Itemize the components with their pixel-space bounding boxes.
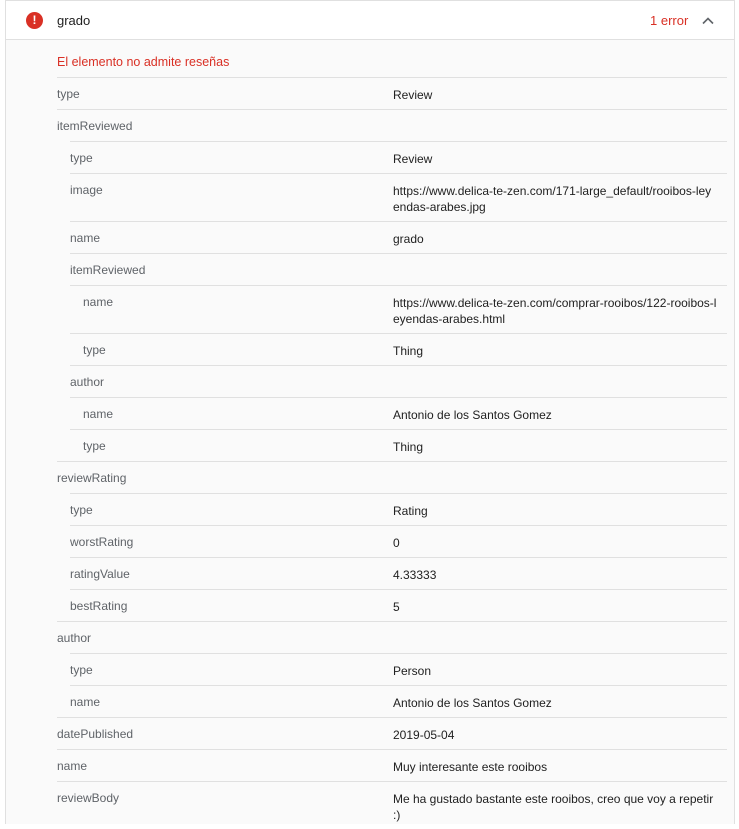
property-key: name: [83, 407, 114, 421]
property-row: [70, 397, 727, 429]
property-row: [70, 253, 727, 285]
property-row: [70, 557, 727, 589]
property-key: image: [70, 183, 103, 197]
property-key: bestRating: [70, 599, 128, 613]
property-table: [57, 77, 727, 829]
property-key: name: [70, 231, 101, 245]
property-row: [70, 589, 727, 621]
property-key: type: [70, 503, 93, 517]
property-value: 0: [393, 536, 400, 550]
property-key: type: [57, 87, 80, 101]
item-header[interactable]: [6, 0, 734, 40]
property-value: Thing: [393, 344, 424, 358]
property-row: [70, 685, 727, 717]
property-value: Antonio de los Santos Gomez: [393, 696, 552, 710]
property-value: https://www.delica-te-zen.com/comprar-rooibos/122-rooibos-leyendas-arabes.html: [393, 296, 717, 326]
property-key: type: [70, 151, 93, 165]
property-key: type: [70, 663, 93, 677]
property-value: Review: [393, 88, 433, 102]
property-row: [70, 653, 727, 685]
property-value: 4.33333: [393, 568, 437, 582]
property-value: Review: [393, 152, 433, 166]
property-key: type: [83, 439, 106, 453]
property-key: ratingValue: [70, 567, 130, 581]
property-row: [70, 429, 727, 461]
error-message: El elemento no admite reseñas: [57, 55, 230, 69]
property-value: 5: [393, 600, 400, 614]
property-row: [57, 781, 727, 829]
property-value: Antonio de los Santos Gomez: [393, 408, 552, 422]
property-value: Thing: [393, 440, 424, 454]
property-row: [57, 461, 727, 493]
property-key: name: [83, 295, 114, 309]
property-value: Me ha gustado bastante este rooibos, creo que voy a repetir :): [393, 792, 714, 822]
property-row: [70, 285, 727, 333]
property-value: 2019-05-04: [393, 728, 455, 742]
property-row: [70, 333, 727, 365]
property-row: [70, 141, 727, 173]
property-key: worstRating: [70, 535, 134, 549]
property-key: author: [70, 375, 105, 389]
property-key: reviewRating: [57, 471, 127, 485]
property-value: https://www.delica-te-zen.com/171-large_default/rooibos-leyendas-arabes.jpg: [393, 184, 712, 214]
property-row: [57, 109, 727, 141]
property-key: type: [83, 343, 106, 357]
error-count: 1 error: [650, 13, 689, 28]
property-row: [57, 621, 727, 653]
property-row: [57, 717, 727, 749]
property-row: [70, 365, 727, 397]
property-row: [70, 173, 727, 221]
property-value: Person: [393, 664, 432, 678]
structured-data-panel: [5, 0, 735, 824]
property-key: name: [70, 695, 101, 709]
property-value: Rating: [393, 504, 428, 518]
property-row: [70, 221, 727, 253]
property-row: [57, 77, 727, 109]
chevron-up-icon[interactable]: [700, 13, 716, 29]
item-title: grado: [57, 13, 91, 28]
property-key: datePublished: [57, 727, 134, 741]
property-value: Muy interesante este rooibos: [393, 760, 548, 774]
property-value: grado: [393, 232, 424, 246]
property-key: author: [57, 631, 92, 645]
error-icon: !: [26, 12, 43, 29]
property-key: itemReviewed: [70, 263, 146, 277]
property-key: itemReviewed: [57, 119, 133, 133]
property-key: reviewBody: [57, 791, 120, 805]
property-row: [70, 493, 727, 525]
property-row: [70, 525, 727, 557]
property-key: name: [57, 759, 88, 773]
property-row: [57, 749, 727, 781]
